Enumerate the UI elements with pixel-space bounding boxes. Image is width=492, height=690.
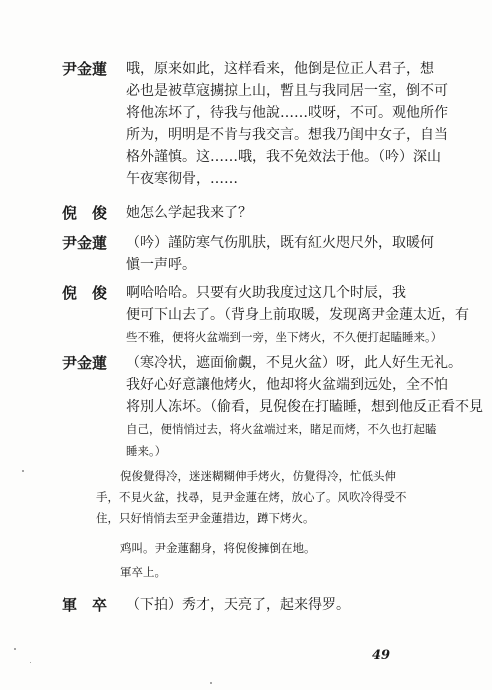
scan-speck [30, 662, 31, 663]
stage-line: 鸡叫。尹金蓮翻身，将倪俊擁倒在地。 [120, 541, 316, 555]
speaker-name: 軍 卒 [62, 596, 108, 614]
speech-line: 将別人冻坏。（偷看，見倪俊在打瞌睡，想到他反正看不見 [126, 399, 483, 415]
speech-line: 愼一声呼。 [126, 257, 196, 273]
speaker-name: 倪 俊 [62, 284, 108, 302]
stage-direction [96, 466, 422, 529]
speaker-name: 尹金蓮 [62, 234, 108, 252]
page-number: 49 [372, 648, 391, 663]
scan-speck [14, 648, 16, 650]
speech-line: 午夜寒彻骨，…… [126, 171, 238, 187]
speech-line: 些不雅，便将火盆端到一旁，坐下烤火，不久便打起瞌睡来。） [126, 330, 443, 344]
speech-text [126, 352, 483, 462]
stage-line: 住，只好悄悄去至尹金蓮措边，蹲下烤火。 [96, 511, 315, 525]
speech-line: 哦，原来如此，这样看来，他倒是位正人君子，想 [126, 61, 434, 77]
scan-speck [210, 682, 212, 684]
stage-line: 軍卒上。 [120, 565, 166, 579]
speech-text [126, 594, 422, 616]
speech-line: 自己，便悄悄过去，将火盆端过来，睹足而烤，不久也打起瞌 [126, 422, 437, 436]
speech-line: （吟）謹防寒气伤肌肤，既有紅火咫尺外，取暖何 [126, 235, 434, 251]
speech-line: 格外謹慎。这……哦，我不免效法于他。（吟）深山 [126, 149, 441, 165]
speech-line: （下拍）秀才，天亮了，起来得罗。 [126, 597, 350, 613]
speech-line: 必也是被草寇擄掠上山，暫且与我同居一室，倒不可 [126, 83, 448, 99]
speech-line: 啊哈哈哈。只要有火助我度过这几个时辰，我 [126, 285, 406, 301]
speaker-name: 倪 俊 [62, 204, 108, 222]
stage-direction [96, 538, 422, 559]
speech-line: 她怎么学起我来了？ [126, 205, 252, 221]
scan-speck [22, 470, 24, 472]
speech-text [126, 232, 434, 276]
speech-line: （寒冷状，遮面偷覷，不見火盆）呀，此人好生无礼。 [126, 355, 462, 371]
speech-line: 将他冻坏了，待我与他說……哎呀，不可。观他所作 [126, 105, 448, 121]
speaker-name: 尹金蓮 [62, 354, 108, 372]
speech-text [126, 58, 448, 190]
speech-line: 睡来。） [126, 444, 167, 458]
stage-line: 手，不見火盆，找尋，見尹金蓮在烤，放心了。风吹冷得受不 [96, 490, 407, 504]
speech-text [126, 202, 422, 224]
speech-text [126, 282, 469, 348]
speech-line: 所为，明明是不肯与我交言。想我乃闺中女子，自当 [126, 127, 448, 143]
speaker-name: 尹金蓮 [62, 60, 108, 78]
stage-direction [96, 562, 422, 583]
speech-line: 便可下山去了。（背身上前取暖，发现离尹金蓮太近，有 [126, 307, 469, 323]
stage-line: 倪俊覺得冷，迷迷糊糊伸手烤火，仿覺得冷，忙低头伸 [120, 469, 396, 483]
speech-line: 我好心好意讓他烤火，他却将火盆端到远处，全不怕 [126, 377, 448, 393]
